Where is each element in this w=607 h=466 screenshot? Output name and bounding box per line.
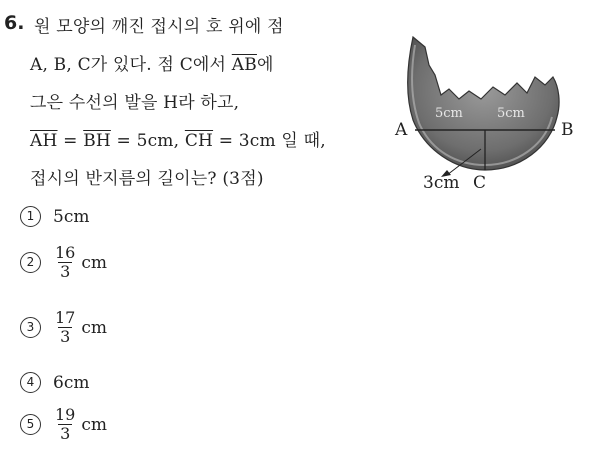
choice-2-denominator: 3 (60, 262, 71, 281)
label-5cm-right: 5cm (497, 106, 525, 121)
choice-3-marker: 3 (20, 317, 41, 338)
choice-3-unit: cm (81, 317, 108, 338)
choice-3-fraction (53, 309, 77, 346)
question-number: 6. (4, 12, 25, 34)
segment-bh: $\overline{BH}$ (83, 131, 111, 151)
choice-1[interactable] (20, 206, 89, 227)
choice-1-text: 5cm (53, 206, 90, 227)
problem-line-4: $\overline{AH} = \overline{BH} = 5cm$, $\overline{CH} = 3cm$ 일 때, (30, 131, 326, 151)
choice-1-marker: 1 (20, 206, 41, 227)
broken-plate-svg (385, 25, 585, 195)
choice-3-numerator: 17 (55, 308, 76, 327)
choice-5-marker: 5 (20, 414, 41, 435)
choice-3-denominator: 3 (60, 327, 71, 346)
choice-2-unit: cm (81, 252, 108, 273)
equals-5cm: = 5cm, (116, 131, 180, 151)
choice-3[interactable] (20, 309, 107, 346)
choice-2-fraction (53, 244, 77, 281)
choice-5[interactable] (20, 406, 107, 443)
problem-line-1: 원 모양의 깨진 접시의 호 위에 점 (34, 17, 284, 37)
label-point-b: B (561, 120, 574, 140)
problem-line-2-text: A, B, C가 있다. 점 C에서 (30, 55, 227, 75)
choice-5-numerator: 19 (55, 405, 76, 424)
choice-5-unit: cm (81, 414, 108, 435)
choice-2[interactable] (20, 244, 107, 281)
plate-shape (408, 37, 559, 170)
segment-ab-suffix: 에 (256, 55, 274, 75)
segment-ab: $\overline{AB}$ (231, 55, 257, 75)
label-3cm: 3cm (423, 173, 460, 193)
problem-line-5: 접시의 반지름의 길이는? (3점) (30, 169, 264, 189)
choice-5-denominator: 3 (60, 424, 71, 443)
label-point-a: A (395, 120, 408, 140)
segment-ch: $\overline{CH}$ (184, 131, 214, 151)
choice-4[interactable] (20, 372, 89, 393)
choice-2-numerator: 16 (55, 243, 76, 262)
problem-line-2 (30, 50, 274, 75)
label-point-c: C (473, 173, 487, 193)
broken-plate-figure (385, 25, 585, 195)
choice-4-text: 6cm (53, 372, 90, 393)
problem-line-4-suffix: 일 때, (281, 131, 326, 151)
label-5cm-left: 5cm (435, 106, 463, 121)
choice-2-marker: 2 (20, 252, 41, 273)
choice-4-marker: 4 (20, 372, 41, 393)
problem-line-3: 그은 수선의 발을 H라 하고, (30, 93, 240, 113)
choice-5-fraction (53, 406, 77, 443)
equals-3cm: = 3cm (218, 131, 276, 151)
segment-ah: $\overline{AH}$ (30, 131, 58, 151)
